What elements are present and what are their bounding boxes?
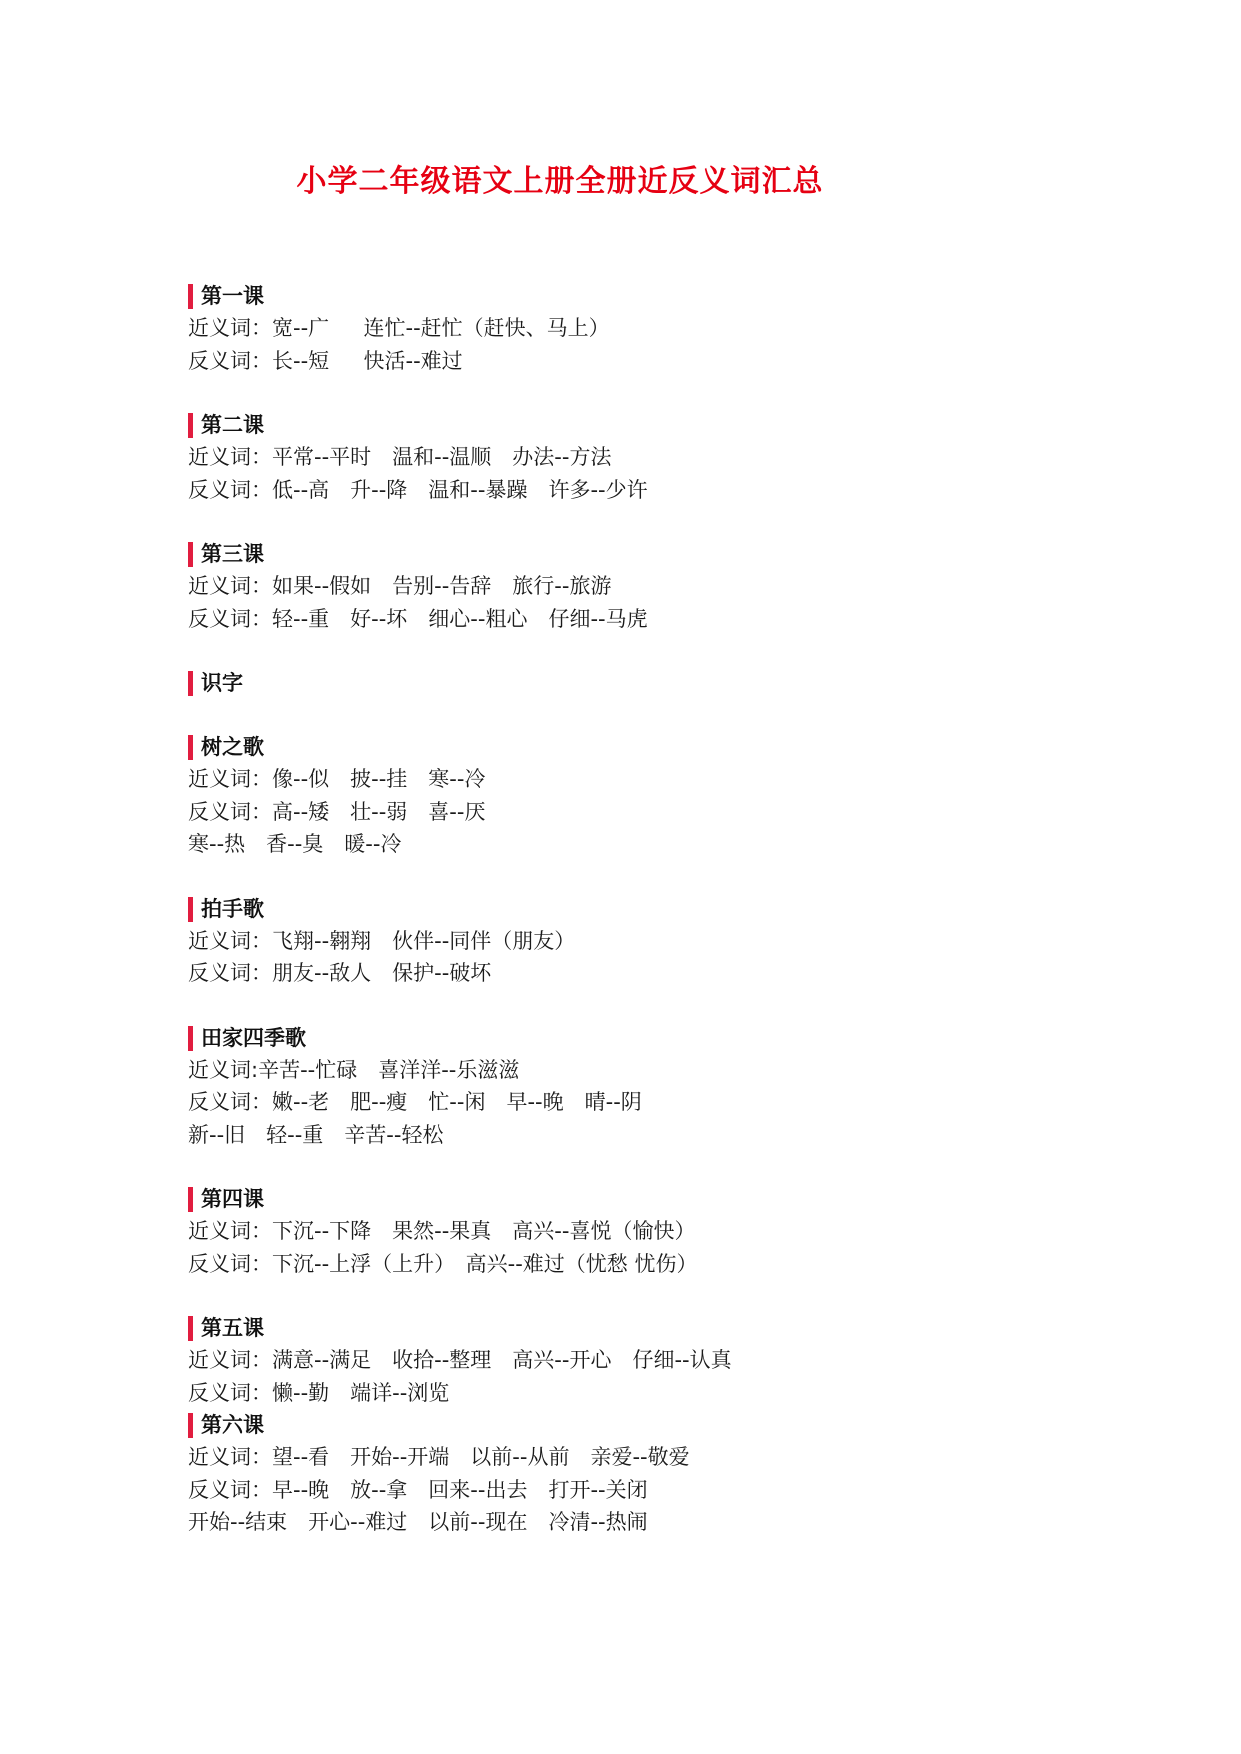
word-line: 反义词：嫩--老 肥--瘦 忙--闲 早--晚 晴--阴 (188, 1090, 642, 1114)
section-heading (188, 1409, 1168, 1441)
section-heading-text: 第三课 (201, 542, 264, 566)
word-line: 近义词：如果--假如 告别--告辞 旅行--旅游 (188, 574, 612, 598)
word-line: 新--旧 轻--重 辛苦--轻松 (188, 1122, 444, 1147)
heading-bar (188, 284, 193, 309)
word-line: 近义词：望--看 开始--开端 以前--从前 亲爱--敬爱 (188, 1445, 690, 1469)
section-heading (188, 1022, 1168, 1054)
word-line: 反义词：早--晚 放--拿 回来--出去 打开--关闭 (188, 1477, 648, 1502)
word-line: 近义词：下沉--下降 果然--果真 高兴--喜悦（愉快） (188, 1219, 696, 1243)
heading-bar (188, 1187, 193, 1212)
document-body (188, 280, 1168, 1539)
section-heading (188, 538, 1168, 570)
word-line: 寒--热 香--臭 暖--冷 (188, 832, 402, 856)
word-line: 近义词：满意--满足 收拾--整理 高兴--开心 仔细--认真 (188, 1348, 732, 1372)
heading-bar (188, 1316, 193, 1341)
section-heading (188, 280, 1168, 312)
document-title: 小学二年级语文上册全册近反义词汇总 (296, 164, 824, 199)
word-line: 反义词：懒--勤 端详--浏览 (188, 1380, 450, 1405)
section-heading-text: 拍手歌 (201, 896, 264, 921)
section-heading (188, 731, 1168, 763)
word-line: 反义词：高--矮 壮--弱 喜--厌 (188, 799, 486, 824)
word-line: 近义词：平常--平时 温和--温顺 办法--方法 (188, 445, 612, 469)
section-heading (188, 893, 1168, 925)
section-heading-text: 第六课 (201, 1413, 264, 1437)
heading-bar (188, 542, 193, 567)
heading-bar (188, 413, 193, 438)
section-heading (188, 409, 1168, 441)
section-heading-text: 田家四季歌 (201, 1025, 306, 1050)
section-heading (188, 1183, 1168, 1215)
section-heading-text: 第五课 (201, 1316, 264, 1340)
heading-bar (188, 671, 193, 696)
word-line: 开始--结束 开心--难过 以前--现在 冷清--热闹 (188, 1510, 648, 1534)
heading-bar (188, 1413, 193, 1438)
section-heading-text: 树之歌 (201, 735, 264, 759)
section-heading (188, 1312, 1168, 1344)
section-heading-text: 识字 (201, 671, 243, 695)
section-heading-text: 第一课 (201, 284, 264, 308)
section-heading (188, 667, 1168, 699)
heading-bar (188, 897, 193, 922)
word-line: 近义词：飞翔--翱翔 伙伴--同伴（朋友） (188, 928, 576, 953)
word-line: 反义词：轻--重 好--坏 细心--粗心 仔细--马虎 (188, 606, 648, 631)
word-line: 近义词：宽--广 连忙--赶忙（赶快、马上） (188, 316, 610, 340)
word-line: 反义词：长--短 快活--难过 (188, 348, 463, 373)
section-heading-text: 第四课 (201, 1187, 264, 1211)
section-heading-text: 第二课 (201, 413, 264, 437)
heading-bar (188, 735, 193, 760)
word-line: 反义词：低--高 升--降 温和--暴躁 许多--少许 (188, 477, 648, 502)
word-line: 近义词：像--似 披--挂 寒--冷 (188, 767, 486, 791)
word-line: 近义词:辛苦--忙碌 喜洋洋--乐滋滋 (188, 1057, 520, 1082)
word-line: 反义词：下沉--上浮（上升） 高兴--难过（忧愁 忧伤） (188, 1251, 698, 1276)
word-line: 反义词：朋友--敌人 保护--破坏 (188, 961, 492, 985)
heading-bar (188, 1026, 193, 1051)
